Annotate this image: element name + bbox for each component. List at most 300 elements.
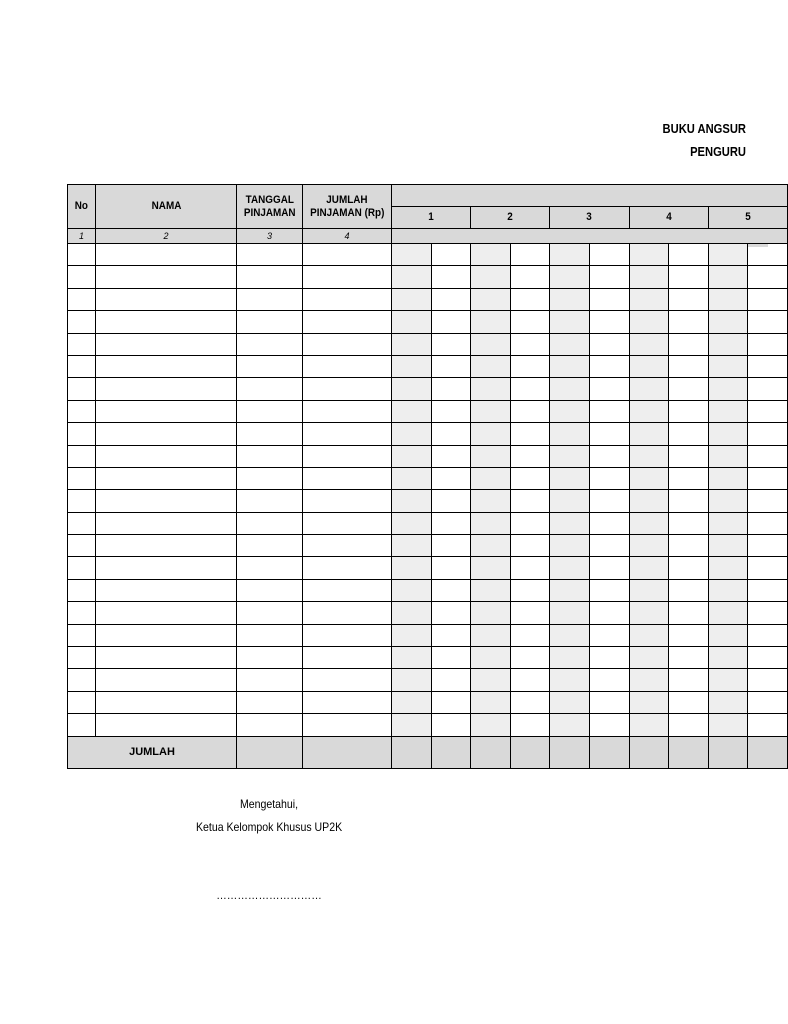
table-cell[interactable] bbox=[303, 467, 392, 489]
table-cell[interactable] bbox=[68, 244, 96, 266]
table-cell[interactable] bbox=[392, 535, 432, 557]
table-cell[interactable] bbox=[510, 579, 550, 601]
table-cell[interactable] bbox=[550, 288, 590, 310]
table-cell[interactable] bbox=[68, 355, 96, 377]
table-cell[interactable] bbox=[431, 266, 471, 288]
table-cell[interactable] bbox=[748, 535, 788, 557]
table-cell[interactable] bbox=[431, 400, 471, 422]
table-cell[interactable] bbox=[629, 691, 669, 713]
table-cell[interactable] bbox=[237, 423, 303, 445]
table-cell[interactable] bbox=[431, 647, 471, 669]
table-cell[interactable] bbox=[392, 266, 432, 288]
table-cell[interactable] bbox=[68, 624, 96, 646]
table-cell[interactable] bbox=[510, 535, 550, 557]
table-cell[interactable] bbox=[303, 423, 392, 445]
table-cell[interactable] bbox=[431, 714, 471, 736]
table-cell[interactable] bbox=[96, 557, 237, 579]
table-cell[interactable] bbox=[303, 669, 392, 691]
table-cell[interactable] bbox=[96, 490, 237, 512]
table-cell[interactable] bbox=[392, 355, 432, 377]
table-cell[interactable] bbox=[629, 602, 669, 624]
table-cell[interactable] bbox=[471, 624, 511, 646]
table-cell[interactable] bbox=[392, 647, 432, 669]
table-cell[interactable] bbox=[550, 423, 590, 445]
table-cell[interactable] bbox=[431, 691, 471, 713]
table-cell[interactable] bbox=[96, 244, 237, 266]
table-cell[interactable] bbox=[589, 467, 629, 489]
table-cell[interactable] bbox=[392, 557, 432, 579]
table-cell[interactable] bbox=[669, 445, 709, 467]
table-cell[interactable] bbox=[431, 490, 471, 512]
table-cell[interactable] bbox=[237, 535, 303, 557]
table-cell[interactable] bbox=[708, 378, 748, 400]
table-cell[interactable] bbox=[589, 512, 629, 534]
table-cell[interactable] bbox=[303, 266, 392, 288]
table-cell[interactable] bbox=[68, 400, 96, 422]
table-cell[interactable] bbox=[237, 288, 303, 310]
table-cell[interactable] bbox=[68, 490, 96, 512]
table-cell[interactable] bbox=[471, 557, 511, 579]
table-cell[interactable] bbox=[303, 714, 392, 736]
table-cell[interactable] bbox=[629, 266, 669, 288]
table-cell[interactable] bbox=[237, 266, 303, 288]
table-cell[interactable] bbox=[748, 378, 788, 400]
table-cell[interactable] bbox=[510, 266, 550, 288]
table-cell[interactable] bbox=[748, 311, 788, 333]
table-cell[interactable] bbox=[669, 691, 709, 713]
table-cell[interactable] bbox=[629, 378, 669, 400]
table-cell[interactable] bbox=[748, 400, 788, 422]
table-cell[interactable] bbox=[471, 714, 511, 736]
table-cell[interactable] bbox=[708, 288, 748, 310]
table-cell[interactable] bbox=[589, 624, 629, 646]
table-cell[interactable] bbox=[303, 647, 392, 669]
table-cell[interactable] bbox=[96, 535, 237, 557]
table-cell[interactable] bbox=[68, 423, 96, 445]
table-cell[interactable] bbox=[748, 244, 788, 266]
table-cell[interactable] bbox=[629, 244, 669, 266]
table-cell[interactable] bbox=[303, 490, 392, 512]
table-cell[interactable] bbox=[431, 288, 471, 310]
table-cell[interactable] bbox=[748, 266, 788, 288]
table-cell[interactable] bbox=[510, 467, 550, 489]
table-cell[interactable] bbox=[629, 311, 669, 333]
table-cell[interactable] bbox=[550, 244, 590, 266]
table-cell[interactable] bbox=[392, 624, 432, 646]
table-cell[interactable] bbox=[510, 400, 550, 422]
table-cell[interactable] bbox=[237, 355, 303, 377]
table-cell[interactable] bbox=[748, 647, 788, 669]
table-cell[interactable] bbox=[669, 557, 709, 579]
table-cell[interactable] bbox=[510, 445, 550, 467]
table-cell[interactable] bbox=[96, 512, 237, 534]
table-cell[interactable] bbox=[629, 714, 669, 736]
table-cell[interactable] bbox=[669, 624, 709, 646]
table-cell[interactable] bbox=[471, 378, 511, 400]
table-cell[interactable] bbox=[471, 467, 511, 489]
table-cell[interactable] bbox=[237, 467, 303, 489]
table-cell[interactable] bbox=[550, 579, 590, 601]
table-cell[interactable] bbox=[237, 244, 303, 266]
table-cell[interactable] bbox=[431, 244, 471, 266]
table-cell[interactable] bbox=[303, 445, 392, 467]
table-cell[interactable] bbox=[748, 333, 788, 355]
table-cell[interactable] bbox=[748, 288, 788, 310]
table-cell[interactable] bbox=[68, 445, 96, 467]
table-cell[interactable] bbox=[96, 467, 237, 489]
table-cell[interactable] bbox=[96, 400, 237, 422]
table-cell[interactable] bbox=[669, 244, 709, 266]
table-cell[interactable] bbox=[510, 512, 550, 534]
table-cell[interactable] bbox=[303, 311, 392, 333]
table-cell[interactable] bbox=[303, 512, 392, 534]
table-cell[interactable] bbox=[96, 355, 237, 377]
table-cell[interactable] bbox=[550, 624, 590, 646]
table-cell[interactable] bbox=[471, 244, 511, 266]
table-cell[interactable] bbox=[431, 669, 471, 691]
table-cell[interactable] bbox=[708, 355, 748, 377]
table-cell[interactable] bbox=[96, 288, 237, 310]
table-cell[interactable] bbox=[68, 288, 96, 310]
table-cell[interactable] bbox=[471, 355, 511, 377]
table-cell[interactable] bbox=[669, 512, 709, 534]
table-cell[interactable] bbox=[392, 512, 432, 534]
table-cell[interactable] bbox=[237, 311, 303, 333]
table-cell[interactable] bbox=[392, 244, 432, 266]
table-cell[interactable] bbox=[708, 467, 748, 489]
table-cell[interactable] bbox=[510, 288, 550, 310]
table-cell[interactable] bbox=[96, 624, 237, 646]
table-cell[interactable] bbox=[510, 378, 550, 400]
table-cell[interactable] bbox=[748, 691, 788, 713]
table-cell[interactable] bbox=[669, 333, 709, 355]
table-cell[interactable] bbox=[708, 311, 748, 333]
table-cell[interactable] bbox=[550, 445, 590, 467]
table-cell[interactable] bbox=[589, 288, 629, 310]
table-cell[interactable] bbox=[392, 579, 432, 601]
table-cell[interactable] bbox=[748, 355, 788, 377]
table-cell[interactable] bbox=[629, 669, 669, 691]
table-cell[interactable] bbox=[68, 266, 96, 288]
table-cell[interactable] bbox=[708, 423, 748, 445]
table-cell[interactable] bbox=[471, 647, 511, 669]
table-cell[interactable] bbox=[669, 355, 709, 377]
table-cell[interactable] bbox=[96, 602, 237, 624]
table-cell[interactable] bbox=[96, 714, 237, 736]
table-cell[interactable] bbox=[748, 512, 788, 534]
table-cell[interactable] bbox=[550, 535, 590, 557]
table-cell[interactable] bbox=[68, 691, 96, 713]
table-cell[interactable] bbox=[629, 535, 669, 557]
table-cell[interactable] bbox=[589, 602, 629, 624]
table-cell[interactable] bbox=[629, 647, 669, 669]
table-cell[interactable] bbox=[471, 669, 511, 691]
table-cell[interactable] bbox=[629, 490, 669, 512]
table-cell[interactable] bbox=[748, 445, 788, 467]
table-cell[interactable] bbox=[669, 378, 709, 400]
table-cell[interactable] bbox=[392, 490, 432, 512]
table-cell[interactable] bbox=[550, 490, 590, 512]
table-cell[interactable] bbox=[510, 490, 550, 512]
table-cell[interactable] bbox=[589, 333, 629, 355]
table-cell[interactable] bbox=[237, 557, 303, 579]
table-cell[interactable] bbox=[510, 714, 550, 736]
table-cell[interactable] bbox=[303, 355, 392, 377]
table-cell[interactable] bbox=[550, 311, 590, 333]
table-cell[interactable] bbox=[550, 714, 590, 736]
table-cell[interactable] bbox=[392, 311, 432, 333]
table-cell[interactable] bbox=[237, 579, 303, 601]
table-cell[interactable] bbox=[629, 557, 669, 579]
table-cell[interactable] bbox=[748, 602, 788, 624]
table-cell[interactable] bbox=[550, 602, 590, 624]
table-cell[interactable] bbox=[708, 691, 748, 713]
table-cell[interactable] bbox=[550, 355, 590, 377]
table-cell[interactable] bbox=[669, 490, 709, 512]
table-cell[interactable] bbox=[510, 311, 550, 333]
table-cell[interactable] bbox=[392, 378, 432, 400]
table-cell[interactable] bbox=[237, 647, 303, 669]
table-cell[interactable] bbox=[669, 602, 709, 624]
table-cell[interactable] bbox=[237, 400, 303, 422]
table-cell[interactable] bbox=[708, 266, 748, 288]
table-cell[interactable] bbox=[471, 400, 511, 422]
table-cell[interactable] bbox=[68, 535, 96, 557]
table-cell[interactable] bbox=[68, 467, 96, 489]
table-cell[interactable] bbox=[589, 691, 629, 713]
table-cell[interactable] bbox=[471, 288, 511, 310]
table-cell[interactable] bbox=[96, 378, 237, 400]
table-cell[interactable] bbox=[550, 333, 590, 355]
table-cell[interactable] bbox=[708, 445, 748, 467]
table-cell[interactable] bbox=[550, 266, 590, 288]
table-cell[interactable] bbox=[589, 355, 629, 377]
table-cell[interactable] bbox=[471, 266, 511, 288]
table-cell[interactable] bbox=[96, 691, 237, 713]
table-cell[interactable] bbox=[589, 535, 629, 557]
table-cell[interactable] bbox=[510, 557, 550, 579]
table-cell[interactable] bbox=[589, 423, 629, 445]
table-cell[interactable] bbox=[669, 311, 709, 333]
table-cell[interactable] bbox=[589, 669, 629, 691]
table-cell[interactable] bbox=[303, 244, 392, 266]
table-cell[interactable] bbox=[68, 557, 96, 579]
table-cell[interactable] bbox=[68, 579, 96, 601]
table-cell[interactable] bbox=[68, 378, 96, 400]
table-cell[interactable] bbox=[96, 266, 237, 288]
table-cell[interactable] bbox=[68, 669, 96, 691]
table-cell[interactable] bbox=[237, 624, 303, 646]
table-cell[interactable] bbox=[510, 602, 550, 624]
table-cell[interactable] bbox=[550, 647, 590, 669]
table-cell[interactable] bbox=[431, 467, 471, 489]
table-cell[interactable] bbox=[303, 535, 392, 557]
table-cell[interactable] bbox=[237, 490, 303, 512]
table-cell[interactable] bbox=[303, 579, 392, 601]
table-cell[interactable] bbox=[392, 423, 432, 445]
table-cell[interactable] bbox=[708, 490, 748, 512]
table-cell[interactable] bbox=[237, 333, 303, 355]
table-cell[interactable] bbox=[510, 355, 550, 377]
table-cell[interactable] bbox=[550, 691, 590, 713]
table-cell[interactable] bbox=[237, 602, 303, 624]
table-cell[interactable] bbox=[669, 423, 709, 445]
table-cell[interactable] bbox=[589, 647, 629, 669]
table-cell[interactable] bbox=[431, 311, 471, 333]
table-cell[interactable] bbox=[471, 445, 511, 467]
table-cell[interactable] bbox=[471, 311, 511, 333]
table-cell[interactable] bbox=[669, 400, 709, 422]
table-cell[interactable] bbox=[669, 714, 709, 736]
table-cell[interactable] bbox=[68, 602, 96, 624]
table-cell[interactable] bbox=[629, 579, 669, 601]
table-cell[interactable] bbox=[550, 400, 590, 422]
table-cell[interactable] bbox=[629, 624, 669, 646]
table-cell[interactable] bbox=[589, 579, 629, 601]
table-cell[interactable] bbox=[708, 714, 748, 736]
table-cell[interactable] bbox=[589, 311, 629, 333]
table-cell[interactable] bbox=[303, 333, 392, 355]
table-cell[interactable] bbox=[708, 244, 748, 266]
table-cell[interactable] bbox=[748, 669, 788, 691]
table-cell[interactable] bbox=[431, 535, 471, 557]
table-cell[interactable] bbox=[96, 333, 237, 355]
table-cell[interactable] bbox=[669, 579, 709, 601]
table-cell[interactable] bbox=[589, 490, 629, 512]
table-cell[interactable] bbox=[510, 647, 550, 669]
table-cell[interactable] bbox=[669, 467, 709, 489]
table-cell[interactable] bbox=[96, 669, 237, 691]
table-cell[interactable] bbox=[629, 288, 669, 310]
table-cell[interactable] bbox=[708, 512, 748, 534]
table-cell[interactable] bbox=[303, 378, 392, 400]
table-cell[interactable] bbox=[708, 669, 748, 691]
table-cell[interactable] bbox=[303, 288, 392, 310]
table-cell[interactable] bbox=[303, 400, 392, 422]
table-cell[interactable] bbox=[708, 624, 748, 646]
table-cell[interactable] bbox=[669, 266, 709, 288]
table-cell[interactable] bbox=[510, 691, 550, 713]
table-cell[interactable] bbox=[471, 535, 511, 557]
table-cell[interactable] bbox=[471, 512, 511, 534]
table-cell[interactable] bbox=[431, 557, 471, 579]
table-cell[interactable] bbox=[303, 602, 392, 624]
table-cell[interactable] bbox=[589, 244, 629, 266]
table-cell[interactable] bbox=[392, 714, 432, 736]
table-cell[interactable] bbox=[589, 266, 629, 288]
table-cell[interactable] bbox=[237, 378, 303, 400]
table-cell[interactable] bbox=[669, 535, 709, 557]
table-cell[interactable] bbox=[708, 579, 748, 601]
table-cell[interactable] bbox=[589, 400, 629, 422]
table-cell[interactable] bbox=[96, 647, 237, 669]
table-cell[interactable] bbox=[629, 467, 669, 489]
table-cell[interactable] bbox=[237, 691, 303, 713]
table-cell[interactable] bbox=[510, 669, 550, 691]
table-cell[interactable] bbox=[510, 333, 550, 355]
table-cell[interactable] bbox=[510, 624, 550, 646]
table-cell[interactable] bbox=[748, 467, 788, 489]
table-cell[interactable] bbox=[392, 467, 432, 489]
table-cell[interactable] bbox=[669, 647, 709, 669]
table-cell[interactable] bbox=[589, 557, 629, 579]
table-cell[interactable] bbox=[392, 691, 432, 713]
table-cell[interactable] bbox=[629, 445, 669, 467]
table-cell[interactable] bbox=[431, 378, 471, 400]
table-cell[interactable] bbox=[629, 333, 669, 355]
table-cell[interactable] bbox=[748, 714, 788, 736]
table-cell[interactable] bbox=[510, 423, 550, 445]
table-cell[interactable] bbox=[748, 579, 788, 601]
table-cell[interactable] bbox=[68, 333, 96, 355]
table-cell[interactable] bbox=[303, 624, 392, 646]
table-cell[interactable] bbox=[471, 490, 511, 512]
table-cell[interactable] bbox=[431, 602, 471, 624]
table-cell[interactable] bbox=[510, 244, 550, 266]
table-cell[interactable] bbox=[629, 423, 669, 445]
table-cell[interactable] bbox=[708, 557, 748, 579]
table-cell[interactable] bbox=[96, 579, 237, 601]
table-cell[interactable] bbox=[392, 445, 432, 467]
table-cell[interactable] bbox=[431, 579, 471, 601]
table-cell[interactable] bbox=[471, 423, 511, 445]
table-cell[interactable] bbox=[431, 333, 471, 355]
table-cell[interactable] bbox=[748, 423, 788, 445]
table-cell[interactable] bbox=[303, 557, 392, 579]
table-cell[interactable] bbox=[96, 423, 237, 445]
table-cell[interactable] bbox=[629, 512, 669, 534]
table-cell[interactable] bbox=[237, 669, 303, 691]
table-cell[interactable] bbox=[303, 691, 392, 713]
table-cell[interactable] bbox=[629, 355, 669, 377]
table-cell[interactable] bbox=[237, 714, 303, 736]
table-cell[interactable] bbox=[392, 400, 432, 422]
table-cell[interactable] bbox=[550, 378, 590, 400]
table-cell[interactable] bbox=[431, 423, 471, 445]
table-cell[interactable] bbox=[471, 602, 511, 624]
table-cell[interactable] bbox=[748, 624, 788, 646]
table-cell[interactable] bbox=[550, 512, 590, 534]
table-cell[interactable] bbox=[431, 445, 471, 467]
table-cell[interactable] bbox=[68, 311, 96, 333]
table-cell[interactable] bbox=[589, 714, 629, 736]
table-cell[interactable] bbox=[392, 288, 432, 310]
table-cell[interactable] bbox=[708, 647, 748, 669]
table-cell[interactable] bbox=[392, 602, 432, 624]
table-cell[interactable] bbox=[589, 445, 629, 467]
table-cell[interactable] bbox=[708, 535, 748, 557]
table-cell[interactable] bbox=[589, 378, 629, 400]
table-cell[interactable] bbox=[629, 400, 669, 422]
table-cell[interactable] bbox=[96, 311, 237, 333]
table-cell[interactable] bbox=[392, 333, 432, 355]
table-cell[interactable] bbox=[431, 355, 471, 377]
table-cell[interactable] bbox=[431, 624, 471, 646]
table-cell[interactable] bbox=[68, 647, 96, 669]
table-cell[interactable] bbox=[748, 557, 788, 579]
table-cell[interactable] bbox=[68, 714, 96, 736]
table-cell[interactable] bbox=[237, 445, 303, 467]
table-cell[interactable] bbox=[431, 512, 471, 534]
table-cell[interactable] bbox=[708, 602, 748, 624]
table-cell[interactable] bbox=[68, 512, 96, 534]
table-cell[interactable] bbox=[392, 669, 432, 691]
table-cell[interactable] bbox=[550, 557, 590, 579]
table-cell[interactable] bbox=[708, 400, 748, 422]
table-cell[interactable] bbox=[748, 490, 788, 512]
table-cell[interactable] bbox=[471, 333, 511, 355]
table-cell[interactable] bbox=[96, 445, 237, 467]
